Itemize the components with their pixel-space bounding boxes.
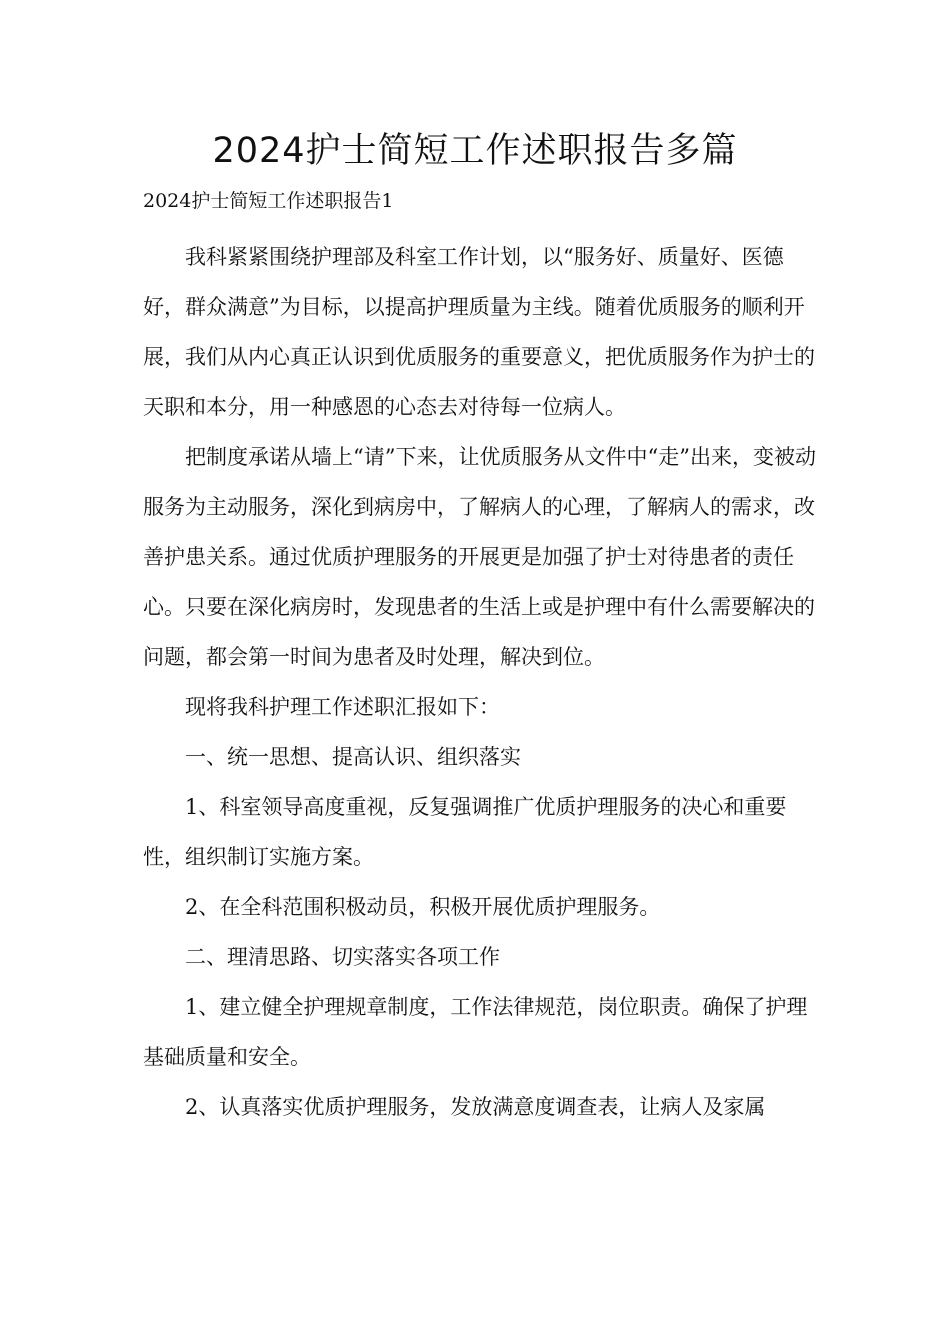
paragraph-report-intro: 现将我科护理工作述职汇报如下：	[185, 695, 500, 719]
section-heading-1: 一、统一思想、提高认识、组织落实	[185, 745, 521, 769]
list-item-1-1: 1、科室领导高度重视，反复强调推广优质护理服务的决心和重要性，组织制订实施方案。	[143, 795, 787, 869]
paragraph-service: 把制度承诺从墙上“请”下来，让优质服务从文件中“走”出来，变被动服务为主动服务，深化到病房中，了解病人的心理，了解病人的需求，改善护患关系。通过优质护理服务的开展更是加强了护士对待患者的责任心。只要在深化病房时，发现患者的生活上或是护理中有什么需要解决的问题，都会第一时间为患者及时处理，解决到位。	[143, 445, 816, 669]
list-item-2-1: 1、建立健全护理规章制度，工作法律规范，岗位职责。确保了护理基础质量和安全。	[143, 995, 808, 1069]
paragraph-intro: 我科紧紧围绕护理部及科室工作计划，以“服务好、质量好、医德好，群众满意”为目标，以提高护理质量为主线。随着优质服务的顺利开展，我们从内心真正认识到优质服务的重要意义，把优质服务作为护士的天职和本分，用一种感恩的心态去对待每一位病人。	[143, 245, 815, 419]
section-subtitle: 2024护士简短工作述职报告1	[143, 190, 394, 212]
document-title: 2024护士简短工作述职报告多篇	[212, 131, 738, 171]
document-body	[143, 182, 823, 1132]
section-heading-2: 二、理清思路、切实落实各项工作	[185, 945, 500, 969]
list-item-2-2: 2、认真落实优质护理服务，发放满意度调查表，让病人及家属	[185, 1095, 766, 1119]
list-item-1-2: 2、在全科范围积极动员，积极开展优质护理服务。	[185, 895, 661, 919]
